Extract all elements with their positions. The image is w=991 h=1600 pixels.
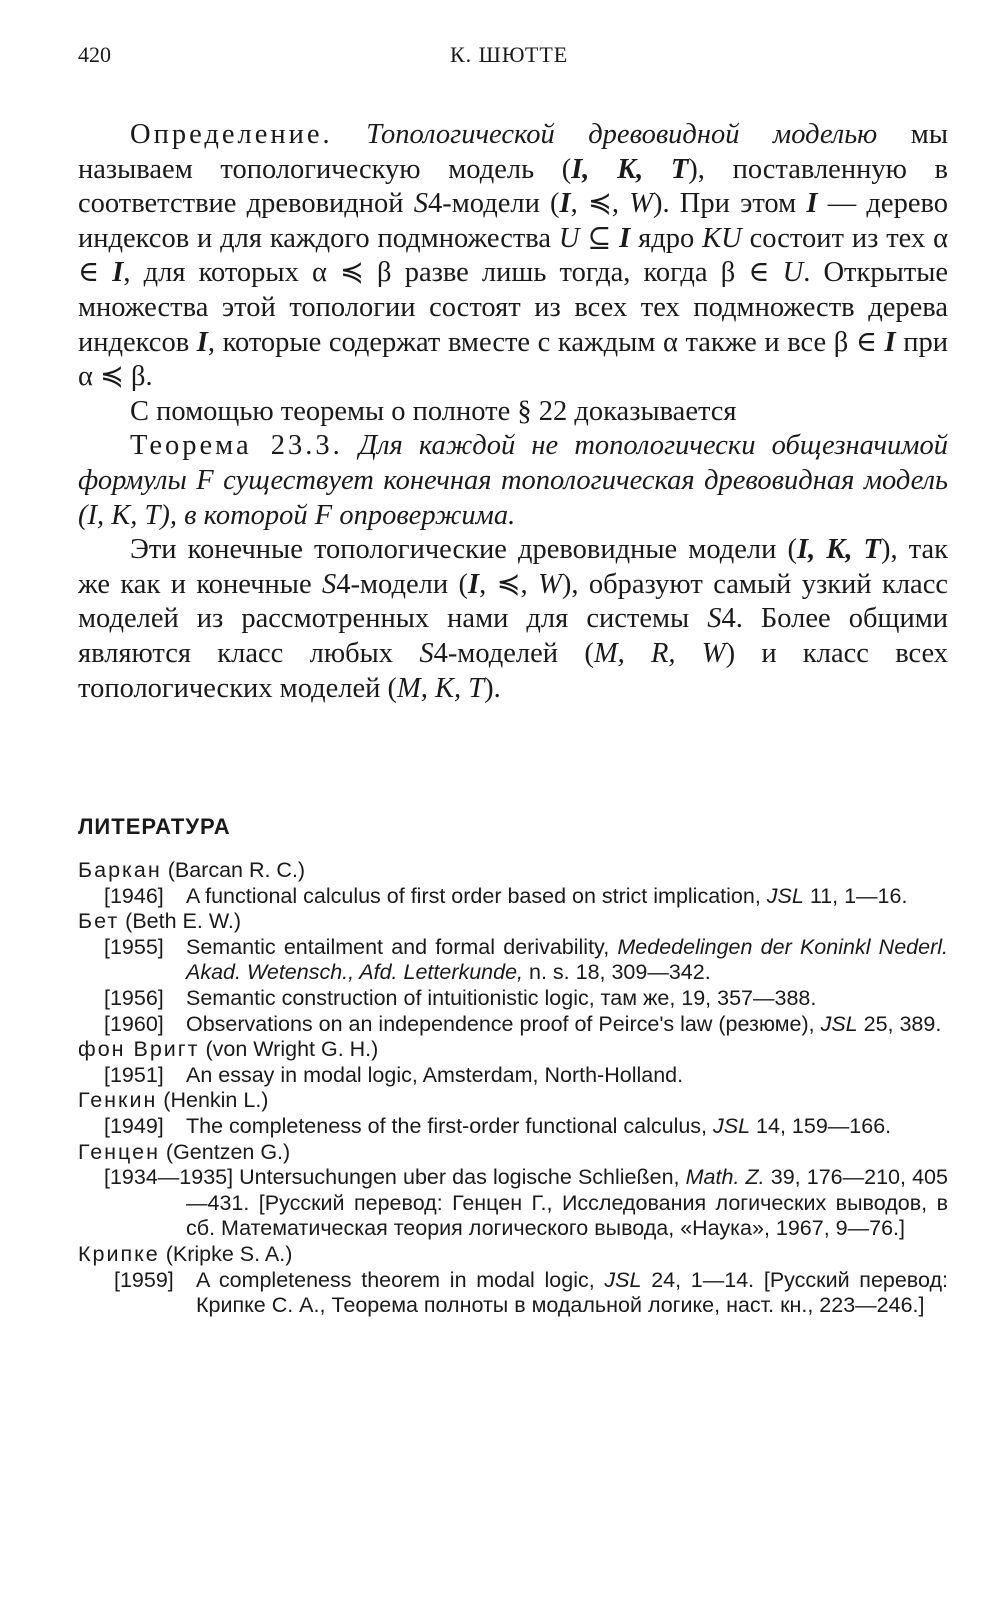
reference-entry (78, 1012, 948, 1038)
math-symbol: S (413, 188, 428, 220)
text-run: , ≼, (570, 188, 630, 220)
math-symbol: I (806, 188, 818, 220)
literature-heading: ЛИТЕРАТУРА (78, 814, 231, 839)
reference-year: [1955] (104, 934, 164, 959)
text-run: ), образуют самый узкий класс моделей из рассмотренных нами для системы (78, 568, 948, 635)
author-name-latin: (von Wright G. H.) (199, 1037, 379, 1062)
text-run: Эти конечные топологические древовидные модели ( (130, 534, 797, 566)
reference-text: An essay in modal logic, Amsterdam, North-Holland. (186, 1062, 684, 1087)
author-name-latin: (Barcan R. C.) (161, 858, 306, 882)
running-title: К. ШЮТТЕ (450, 42, 569, 67)
text-run: 4-моделей ( (433, 637, 594, 669)
reference-entry (78, 1268, 948, 1319)
text-run: ядро (630, 222, 703, 254)
math-symbol: I (884, 326, 896, 358)
reference-author (78, 858, 948, 884)
theorem-label: Теорема 23.3. (130, 430, 343, 462)
closing-paragraph (78, 533, 948, 706)
theorem-intro-paragraph: С помощью теоремы о полноте § 22 доказывается (130, 395, 737, 427)
reference-text: The completeness of the first-order functional calculus, (186, 1113, 714, 1138)
author-name-ru: Крипке (78, 1241, 160, 1266)
text-run: ⊆ (579, 222, 620, 254)
reference-author (78, 1088, 948, 1114)
reference-list (78, 858, 948, 1319)
math-symbol: I (196, 326, 208, 358)
text-run: мы называем топологическую модель ( (78, 119, 948, 185)
page-number: 420 (78, 42, 111, 67)
reference-details: 25, 389. (857, 1011, 942, 1036)
reference-details: 14, 159—166. (750, 1113, 892, 1138)
reference-text: Untersuchungen uber das logische Schließen, (239, 1165, 686, 1190)
reference-year: [1951] (104, 1062, 164, 1087)
text-run: ). (484, 672, 501, 704)
text-run: состоит из тех α ∈ (78, 222, 949, 289)
math-symbol: I (559, 188, 571, 220)
definition-paragraph (78, 118, 948, 395)
definition-term: Топологической древовидной моделью (366, 119, 878, 150)
definition-label: Определение. (130, 119, 333, 150)
reference-source: JSL (766, 883, 804, 908)
main-text (78, 118, 948, 706)
reference-author (78, 1037, 948, 1063)
text-run: ), так же как и конечные (78, 534, 948, 600)
math-symbol: I (112, 257, 124, 289)
math-symbol: W (629, 188, 653, 220)
reference-year: [1934—1935] (104, 1165, 234, 1190)
reference-entry (78, 986, 948, 1012)
reference-text: Observations on an independence proof of Peirce's law (резюме), (186, 1011, 821, 1036)
author-name-ru: Генцен (78, 1139, 160, 1164)
reference-details: 24, 1—14. [Русский перевод: Крипке С. А., Теорема полноты в модальной логике, наст. кн., 223—246.] (196, 1267, 948, 1318)
theorem-paragraph (78, 429, 948, 533)
math-symbol: U (558, 222, 580, 254)
reference-details: n. s. 18, 309—342. (523, 960, 711, 985)
math-symbol: S (322, 568, 337, 600)
text-run: 4-модели ( (428, 188, 560, 220)
reference-text: A functional calculus of first order based on strict implication, (186, 883, 767, 908)
author-name-ru: Генкин (78, 1088, 158, 1113)
math-symbol: M, R, W (593, 637, 726, 669)
text-run: при α ≼ β. (78, 326, 948, 393)
math-symbol: I (468, 568, 480, 600)
reference-year: [1956] (104, 985, 164, 1010)
math-symbol: I, K, T (571, 153, 689, 185)
author-name-latin: (Gentzen G.) (159, 1139, 291, 1164)
reference-year: [1949] (104, 1113, 164, 1138)
text-run: , ≼, (479, 568, 539, 600)
reference-year: [1960] (104, 1011, 164, 1036)
author-name-ru: Бет (78, 909, 120, 934)
text-run: 4-модели ( (336, 568, 469, 600)
reference-source: Math. Z. (685, 1165, 765, 1190)
reference-text: Semantic entailment and formal derivability, (186, 934, 618, 959)
math-symbol: I (619, 222, 631, 254)
math-symbol: W (538, 568, 562, 600)
text-run: , для которых α ≼ β разве лишь тогда, когда β ∈ (123, 257, 783, 289)
reference-year: [1959] (114, 1267, 174, 1292)
math-symbol: M, K, T (397, 672, 485, 704)
text-run: — дерево индексов и для каждого подмножества (78, 188, 948, 254)
reference-source: Mededelingen der Koninkl Nederl. Akad. Wetensch., Afd. Letterkunde, (186, 934, 948, 985)
reference-year: [1946] (104, 883, 164, 908)
math-symbol: U (782, 257, 804, 289)
reference-text: Semantic construction of intuitionistic logic, там же, 19, 357—388. (186, 985, 817, 1010)
reference-author (78, 1140, 948, 1166)
text-run: , которые содержат вместе с каждым α также и все β ∈ (207, 326, 885, 358)
math-symbol: S (707, 603, 722, 635)
reference-entry (78, 884, 948, 910)
reference-source: JSL (820, 1011, 858, 1036)
reference-author (78, 909, 948, 935)
math-symbol: S (419, 637, 434, 669)
math-symbol: I, K, T (796, 534, 881, 566)
reference-entry (78, 935, 948, 986)
reference-author (78, 1242, 948, 1268)
running-header (78, 42, 948, 82)
author-name-ru: Баркан (78, 858, 162, 882)
reference-source: JSL (604, 1267, 642, 1292)
text-run: . Открытые множества этой топологии состоят из всех тех подмножеств дерева индексов (78, 257, 948, 358)
text-run: ) и класс всех топологических моделей ( (78, 637, 949, 704)
author-name-ru: фон Вригт (78, 1037, 200, 1062)
reference-entry (78, 1063, 948, 1089)
reference-entry (78, 1165, 948, 1242)
text-run: ). При этом (652, 188, 807, 220)
reference-text: A completeness theorem in modal logic, (196, 1267, 605, 1292)
reference-details: 39, 176—210, 405—431. [Русский перевод: Генцен Г., Исследования логических выводов, в сб. Математическая теория логического вывода, «Наука», 1967, 9—76.] (186, 1165, 948, 1241)
reference-source: JSL (713, 1113, 751, 1138)
text-run: 4. Более общими являются класс любых (78, 603, 948, 669)
author-name-latin: (Kripke S. A.) (159, 1241, 293, 1266)
reference-entry (78, 1114, 948, 1140)
text-run: ), поставленную в соответствие древовидной (78, 153, 948, 220)
reference-details: 11, 1—16. (803, 883, 908, 908)
theorem-statement: Для каждой не топологически общезначимой формулы F существует конечная топологическая древовидная модель (I, K, T), в которой F опровержима. (78, 430, 948, 531)
math-symbol: KU (702, 222, 742, 254)
author-name-latin: (Beth E. W.) (119, 909, 242, 934)
author-name-latin: (Henkin L.) (157, 1088, 269, 1113)
